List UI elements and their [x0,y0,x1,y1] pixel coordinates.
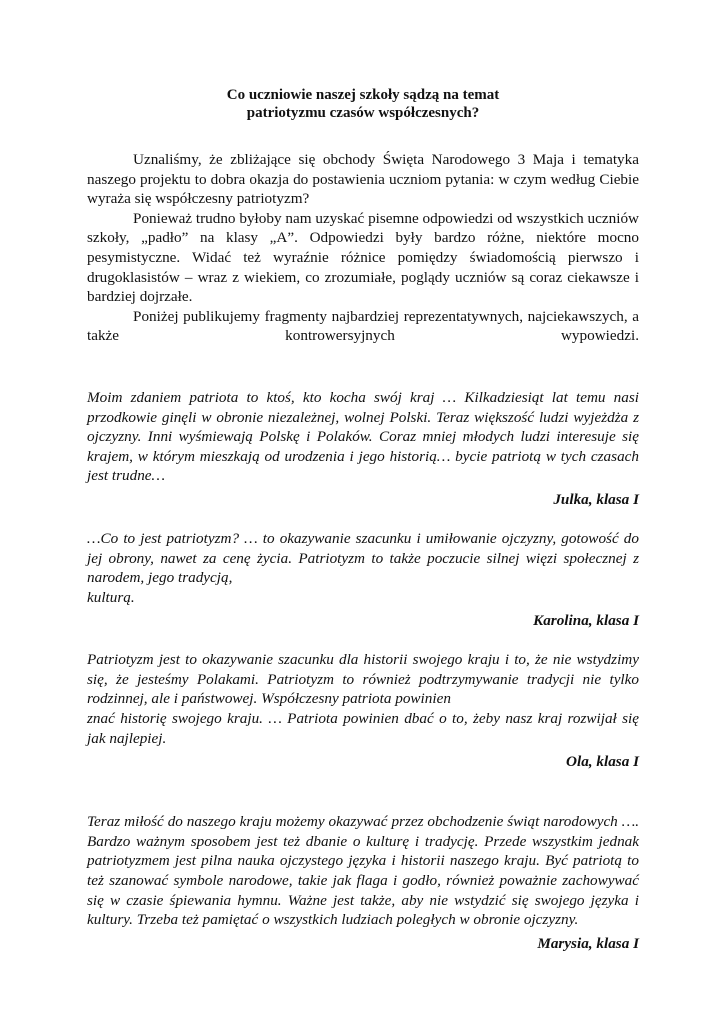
quote-author-2: Karolina, klasa I [533,612,639,630]
quote-text-3 [87,650,639,748]
quote-author-3: Ola, klasa I [566,753,639,771]
quote-block-3 [87,650,639,772]
quote-text-2-main: …Co to jest patriotyzm? … to okazywanie szacunku i umiłowanie ojczyzny, gotowość do jej obrony, nawet za cenę życia. Patriotyzm to także poczucie silnej więzi społecznej z narodem, jego tradycją, [87,529,639,587]
quote-block-4 [87,812,639,954]
quote-text-1: Moim zdaniem patriota to ktoś, kto kocha swój kraj … Kilkadziesiąt lat temu nasi przodkowie ginęli w obronie niezależnej, wolnej Polski. Teraz większość ludzi wyjeżdża z ojczyzny. Inni wyśmiewają Polskę i Polaków. Coraz mniej młodych ludzi interesuje się krajem, w którym mieszkają od urodzenia i jego historią… bycie patriotą w tych czasach jest trudne… [87,388,639,485]
quote-author-4: Marysia, klasa I [537,934,639,952]
quote-block-1 [87,388,639,510]
quote-text-3-tail: znać historię swojego kraju. … Patriota powinien dbać o to, żeby nasz kraj rozwijał się jak najlepiej. [87,710,639,747]
title-line-1: Co uczniowie naszej szkoły sądzą na temat [226,87,500,103]
intro-section [87,150,639,346]
quote-author-1: Julka, klasa I [553,490,639,508]
quote-text-2-tail: kulturą. [87,588,135,606]
document-page [87,86,639,954]
intro-paragraph-3: Poniżej publikujemy fragmenty najbardziej reprezentatywnych, najciekawszych, a także kontrowersyjnych wypowiedzi. [87,307,639,345]
quote-text-4: Teraz miłość do naszego kraju możemy okazywać przez obchodzenie świąt narodowych …. Bardzo ważnym sposobem jest też dbanie o kulturę i tradycję. Przede wszystkim jednak patriotyzmem jest pilna nauka ojczystego języka i historii naszego kraju. Być patriotą to też szanować symbole narodowe, takie jak flaga i godło, również poważnie zachowywać się w czasie śpiewania hymnu. Ważne jest także, aby nie wstydzić się swojego języka i kultury. Trzeba też pamiętać o wszystkich ludziach poległych w obronie ojczyzny. [87,813,639,929]
quote-text-3-main: Patriotyzm jest to okazywanie szacunku dla historii swojego kraju i to, że nie wstydzimy się, że jesteśmy Polakami. Patriotyzm to również podtrzymywanie tradycji nie tylko rodzinnej, ale i państwowej. Współczesny patriota powinien [87,651,639,708]
intro-paragraph-1: Uznaliśmy, że zbliżające się obchody Święta Narodowego 3 Maja i tematyka naszego projektu to dobra okazja do postawienia uczniom pytania: w czym według Ciebie wyraża się współczesny patriotyzm? [87,151,639,208]
intro-paragraph-2: Ponieważ trudno byłoby nam uzyskać pisemne odpowiedzi od wszystkich uczniów szkoły, „padło” na klasy „A”. Odpowiedzi były bardzo różne, niektóre mocno pesymistyczne. Widać też wyraźnie różnice pomiędzy świadomością pierwszo i drugoklasistów – wraz z wiekiem, co zrozumiałe, poglądy uczniów są coraz ciekawsze i bardziej dojrzałe. [87,209,639,306]
quote-text-2 [87,529,639,607]
title-line-2: patriotyzmu czasów współczesnych? [246,105,480,121]
quote-block-2 [87,529,639,631]
document-title [87,86,639,122]
